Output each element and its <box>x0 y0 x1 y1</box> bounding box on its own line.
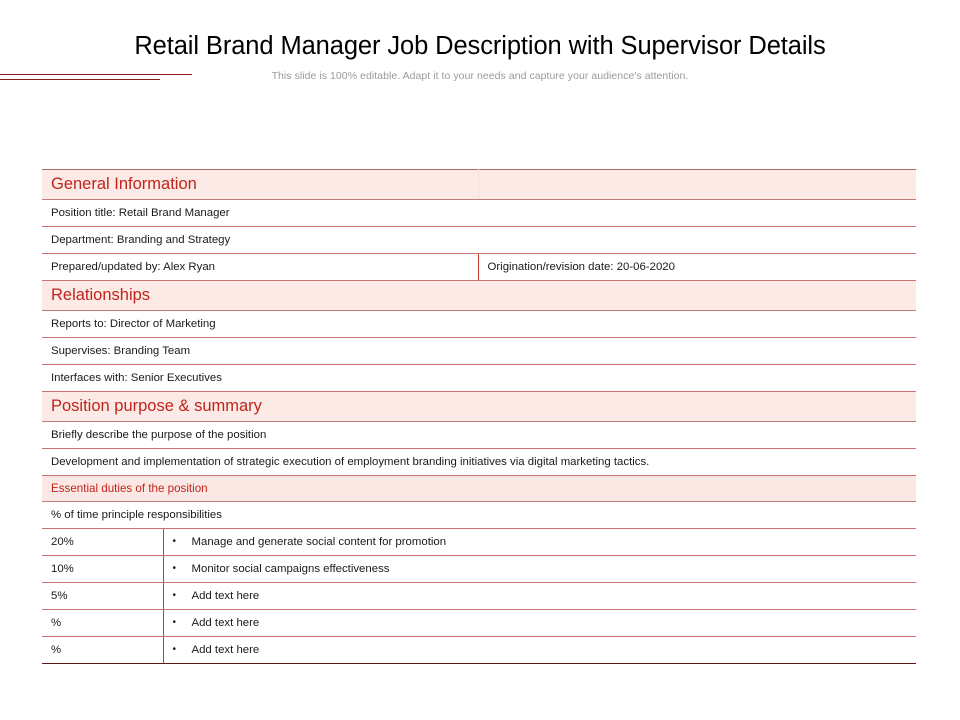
section-header-essential-duties <box>42 476 916 502</box>
table-row-position-title <box>42 200 916 227</box>
table-row <box>42 637 916 664</box>
bullet-icon: • <box>172 590 177 602</box>
duty-task-text: Add text here <box>191 589 260 602</box>
section-header-general-information-spacer <box>478 170 916 200</box>
table-row <box>42 529 916 556</box>
duty-task-text: Add text here <box>191 616 260 629</box>
job-description-table <box>42 169 916 664</box>
bullet-icon: • <box>172 644 177 656</box>
responsibilities-column-header: % of time principle responsibilities <box>42 502 916 529</box>
position-title-cell: Position title: Retail Brand Manager <box>42 200 916 227</box>
table-row-interfaces-with <box>42 365 916 392</box>
section-header-position-purpose <box>42 392 916 422</box>
table-row-reports-to <box>42 311 916 338</box>
duty-percent-cell: 10% <box>42 556 163 583</box>
table-row <box>42 583 916 610</box>
bullet-icon: • <box>172 536 177 548</box>
reports-to-cell: Reports to: Director of Marketing <box>42 311 916 338</box>
page-title: Retail Brand Manager Job Description with Supervisor Details <box>134 32 826 60</box>
section-heading-position-purpose: Position purpose & summary <box>42 392 916 422</box>
department-cell: Department: Branding and Strategy <box>42 227 916 254</box>
duty-task-cell <box>163 556 916 583</box>
interfaces-with-cell: Interfaces with: Senior Executives <box>42 365 916 392</box>
table-row-prepared-by <box>42 254 916 281</box>
section-header-general-information <box>42 170 916 200</box>
table-row <box>42 610 916 637</box>
duty-task-text: Manage and generate social content for promotion <box>191 535 447 548</box>
duty-percent-cell: 5% <box>42 583 163 610</box>
duty-percent-cell: % <box>42 610 163 637</box>
duty-task-cell <box>163 610 916 637</box>
bullet-icon: • <box>172 563 177 575</box>
bullet-icon: • <box>172 617 177 629</box>
table-row <box>42 556 916 583</box>
purpose-prompt-cell: Briefly describe the purpose of the position <box>42 422 916 449</box>
duty-percent-cell: 20% <box>42 529 163 556</box>
origination-date-cell: Origination/revision date: 20-06-2020 <box>478 254 916 281</box>
section-heading-essential-duties: Essential duties of the position <box>42 476 916 502</box>
duty-task-cell <box>163 529 916 556</box>
purpose-body-cell: Development and implementation of strategic execution of employment branding initiatives via digital marketing tactics. <box>42 449 916 476</box>
table-row-department <box>42 227 916 254</box>
table-row-purpose-prompt <box>42 422 916 449</box>
table-header-responsibilities <box>42 502 916 529</box>
section-header-relationships <box>42 281 916 311</box>
duty-task-text: Monitor social campaigns effectiveness <box>191 562 390 575</box>
duty-percent-cell: % <box>42 637 163 664</box>
table-row-supervises <box>42 338 916 365</box>
prepared-by-cell: Prepared/updated by: Alex Ryan <box>42 254 478 281</box>
duty-task-text: Add text here <box>191 643 260 656</box>
duty-task-cell <box>163 583 916 610</box>
table-row-purpose-body <box>42 449 916 476</box>
duty-task-cell <box>163 637 916 664</box>
section-heading-relationships: Relationships <box>42 281 916 311</box>
slide-header <box>0 0 960 82</box>
section-heading-general-information: General Information <box>42 170 478 200</box>
slide-subtitle: This slide is 100% editable. Adapt it to your needs and capture your audience's attention. <box>271 69 689 82</box>
supervises-cell: Supervises: Branding Team <box>42 338 916 365</box>
